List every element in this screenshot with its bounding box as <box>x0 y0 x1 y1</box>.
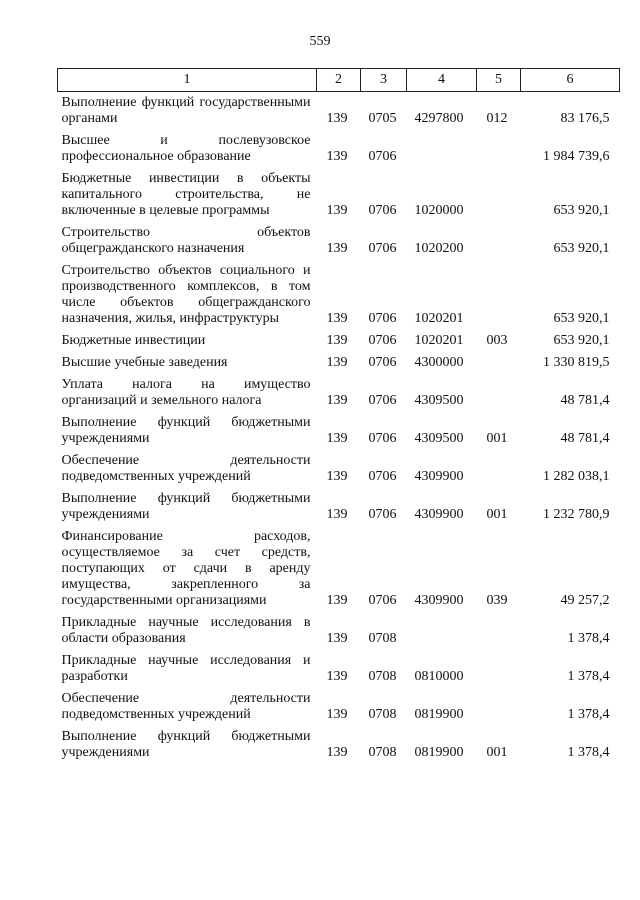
row-section-cell: 139 <box>326 149 348 164</box>
row-name-cell: Финансирование расходов, осуществляемое за счет средств, поступающих от сдачи в аренду имущества, закрепленного за государственными организациями <box>61 529 311 608</box>
row-section-cell: 139 <box>326 355 348 370</box>
row-name-cell: Выполнение функций бюджетными учреждениями <box>61 729 311 760</box>
row-amount-cell: 1 330 819,5 <box>543 355 610 370</box>
table-row <box>58 450 620 488</box>
row-amount-cell: 1 232 780,9 <box>543 507 610 522</box>
row-type-cell: 003 <box>486 333 508 348</box>
row-subsection-cell: 0708 <box>368 707 397 722</box>
row-section-cell: 139 <box>326 311 348 326</box>
row-type-cell: 039 <box>486 593 508 608</box>
row-target-cell: 0819900 <box>414 745 464 760</box>
table-row <box>58 130 620 168</box>
row-type-cell <box>477 260 521 330</box>
row-type-cell <box>477 222 521 260</box>
table-row <box>58 726 620 764</box>
row-subsection-cell: 0706 <box>368 333 397 348</box>
row-subsection-cell: 0708 <box>368 631 397 646</box>
row-subsection-cell: 0706 <box>368 431 397 446</box>
row-name-cell: Строительство объектов социального и производственного комплексов, в том числе объектов общегражданского назначения, жилья, инфраструктуры <box>61 263 311 326</box>
budget-table <box>57 68 620 764</box>
row-subsection-cell: 0706 <box>368 203 397 218</box>
row-amount-cell: 48 781,4 <box>560 393 610 408</box>
row-type-cell <box>477 450 521 488</box>
table-row <box>58 688 620 726</box>
row-section-cell: 139 <box>326 593 348 608</box>
row-subsection-cell: 0706 <box>368 355 397 370</box>
row-name-cell: Высшее и послевузовское профессиональное образование <box>61 133 311 164</box>
row-target-cell: 4300000 <box>414 355 464 370</box>
row-type-cell <box>477 352 521 374</box>
row-target-cell: 1020200 <box>414 241 464 256</box>
table-row <box>58 260 620 330</box>
row-amount-cell: 653 920,1 <box>553 203 610 218</box>
table-row <box>58 650 620 688</box>
header-col-4: 4 <box>407 69 477 92</box>
row-name-cell: Обеспечение деятельности подведомственных учреждений <box>61 453 311 484</box>
row-target-cell: 4309900 <box>414 507 464 522</box>
row-name-cell: Уплата налога на имущество организаций и земельного налога <box>61 377 311 408</box>
row-subsection-cell: 0708 <box>368 745 397 760</box>
row-name-cell: Бюджетные инвестиции в объекты капитального строительства, не включенные в целевые программы <box>61 171 311 218</box>
table-row <box>58 92 620 131</box>
row-name-cell: Строительство объектов общегражданского назначения <box>61 225 311 256</box>
page-number: 559 <box>309 34 331 49</box>
row-subsection-cell: 0706 <box>368 593 397 608</box>
row-amount-cell: 1 378,4 <box>567 631 610 646</box>
row-section-cell: 139 <box>326 431 348 446</box>
row-target-cell: 1020201 <box>414 311 464 326</box>
row-target-cell: 0810000 <box>414 669 464 684</box>
table-row <box>58 526 620 612</box>
row-section-cell: 139 <box>326 333 348 348</box>
row-subsection-cell: 0706 <box>368 241 397 256</box>
row-subsection-cell: 0708 <box>368 669 397 684</box>
row-name-cell: Прикладные научные исследования в области образования <box>61 615 311 646</box>
row-type-cell: 001 <box>486 745 508 760</box>
row-section-cell: 139 <box>326 631 348 646</box>
table-header-row <box>58 69 620 92</box>
row-amount-cell: 653 920,1 <box>553 241 610 256</box>
row-subsection-cell: 0706 <box>368 149 397 164</box>
row-target-cell: 4309500 <box>414 431 464 446</box>
row-subsection-cell: 0706 <box>368 507 397 522</box>
row-amount-cell: 83 176,5 <box>560 111 610 126</box>
row-target-cell: 4297800 <box>414 111 464 126</box>
row-section-cell: 139 <box>326 669 348 684</box>
row-amount-cell: 49 257,2 <box>560 593 610 608</box>
row-type-cell <box>477 612 521 650</box>
row-amount-cell: 653 920,1 <box>553 311 610 326</box>
table-row <box>58 168 620 222</box>
row-type-cell <box>477 650 521 688</box>
row-section-cell: 139 <box>326 241 348 256</box>
row-target-cell: 4309500 <box>414 393 464 408</box>
table-body <box>58 92 620 765</box>
row-name-cell: Выполнение функций бюджетными учреждениями <box>61 491 311 522</box>
row-type-cell <box>477 168 521 222</box>
row-subsection-cell: 0706 <box>368 393 397 408</box>
row-amount-cell: 1 282 038,1 <box>543 469 610 484</box>
row-target-cell: 4309900 <box>414 469 464 484</box>
header-col-1: 1 <box>58 69 317 92</box>
table-row <box>58 374 620 412</box>
table-row <box>58 330 620 352</box>
table-row <box>58 352 620 374</box>
header-col-5: 5 <box>477 69 521 92</box>
row-amount-cell: 48 781,4 <box>560 431 610 446</box>
row-amount-cell: 1 378,4 <box>567 669 610 684</box>
row-section-cell: 139 <box>326 745 348 760</box>
header-col-3: 3 <box>361 69 407 92</box>
row-section-cell: 139 <box>326 507 348 522</box>
row-target-cell: 0819900 <box>414 707 464 722</box>
row-target-cell: 1020000 <box>414 203 464 218</box>
row-name-cell: Бюджетные инвестиции <box>61 333 206 348</box>
row-target-cell: 4309900 <box>414 593 464 608</box>
row-section-cell: 139 <box>326 469 348 484</box>
table-row <box>58 488 620 526</box>
row-type-cell: 001 <box>486 431 508 446</box>
header-col-2: 2 <box>317 69 361 92</box>
row-subsection-cell: 0706 <box>368 311 397 326</box>
row-subsection-cell: 0706 <box>368 469 397 484</box>
row-section-cell: 139 <box>326 393 348 408</box>
row-name-cell: Прикладные научные исследования и разработки <box>61 653 311 684</box>
row-type-cell <box>477 130 521 168</box>
row-name-cell: Выполнение функций бюджетными учреждениями <box>61 415 311 446</box>
row-amount-cell: 1 984 739,6 <box>543 149 610 164</box>
row-amount-cell: 1 378,4 <box>567 745 610 760</box>
table-row <box>58 222 620 260</box>
table-row <box>58 412 620 450</box>
row-type-cell: 001 <box>486 507 508 522</box>
row-section-cell: 139 <box>326 203 348 218</box>
row-target-cell <box>407 130 477 168</box>
row-type-cell <box>477 374 521 412</box>
row-name-cell: Обеспечение деятельности подведомственных учреждений <box>61 691 311 722</box>
row-type-cell: 012 <box>486 111 508 126</box>
row-name-cell: Высшие учебные заведения <box>61 355 228 370</box>
row-target-cell: 1020201 <box>414 333 464 348</box>
row-type-cell <box>477 688 521 726</box>
row-section-cell: 139 <box>326 111 348 126</box>
row-amount-cell: 1 378,4 <box>567 707 610 722</box>
row-amount-cell: 653 920,1 <box>553 333 610 348</box>
table-row <box>58 612 620 650</box>
header-col-6: 6 <box>521 69 620 92</box>
row-subsection-cell: 0705 <box>368 111 397 126</box>
row-target-cell <box>407 612 477 650</box>
row-section-cell: 139 <box>326 707 348 722</box>
row-name-cell: Выполнение функций государственными органами <box>61 95 311 126</box>
